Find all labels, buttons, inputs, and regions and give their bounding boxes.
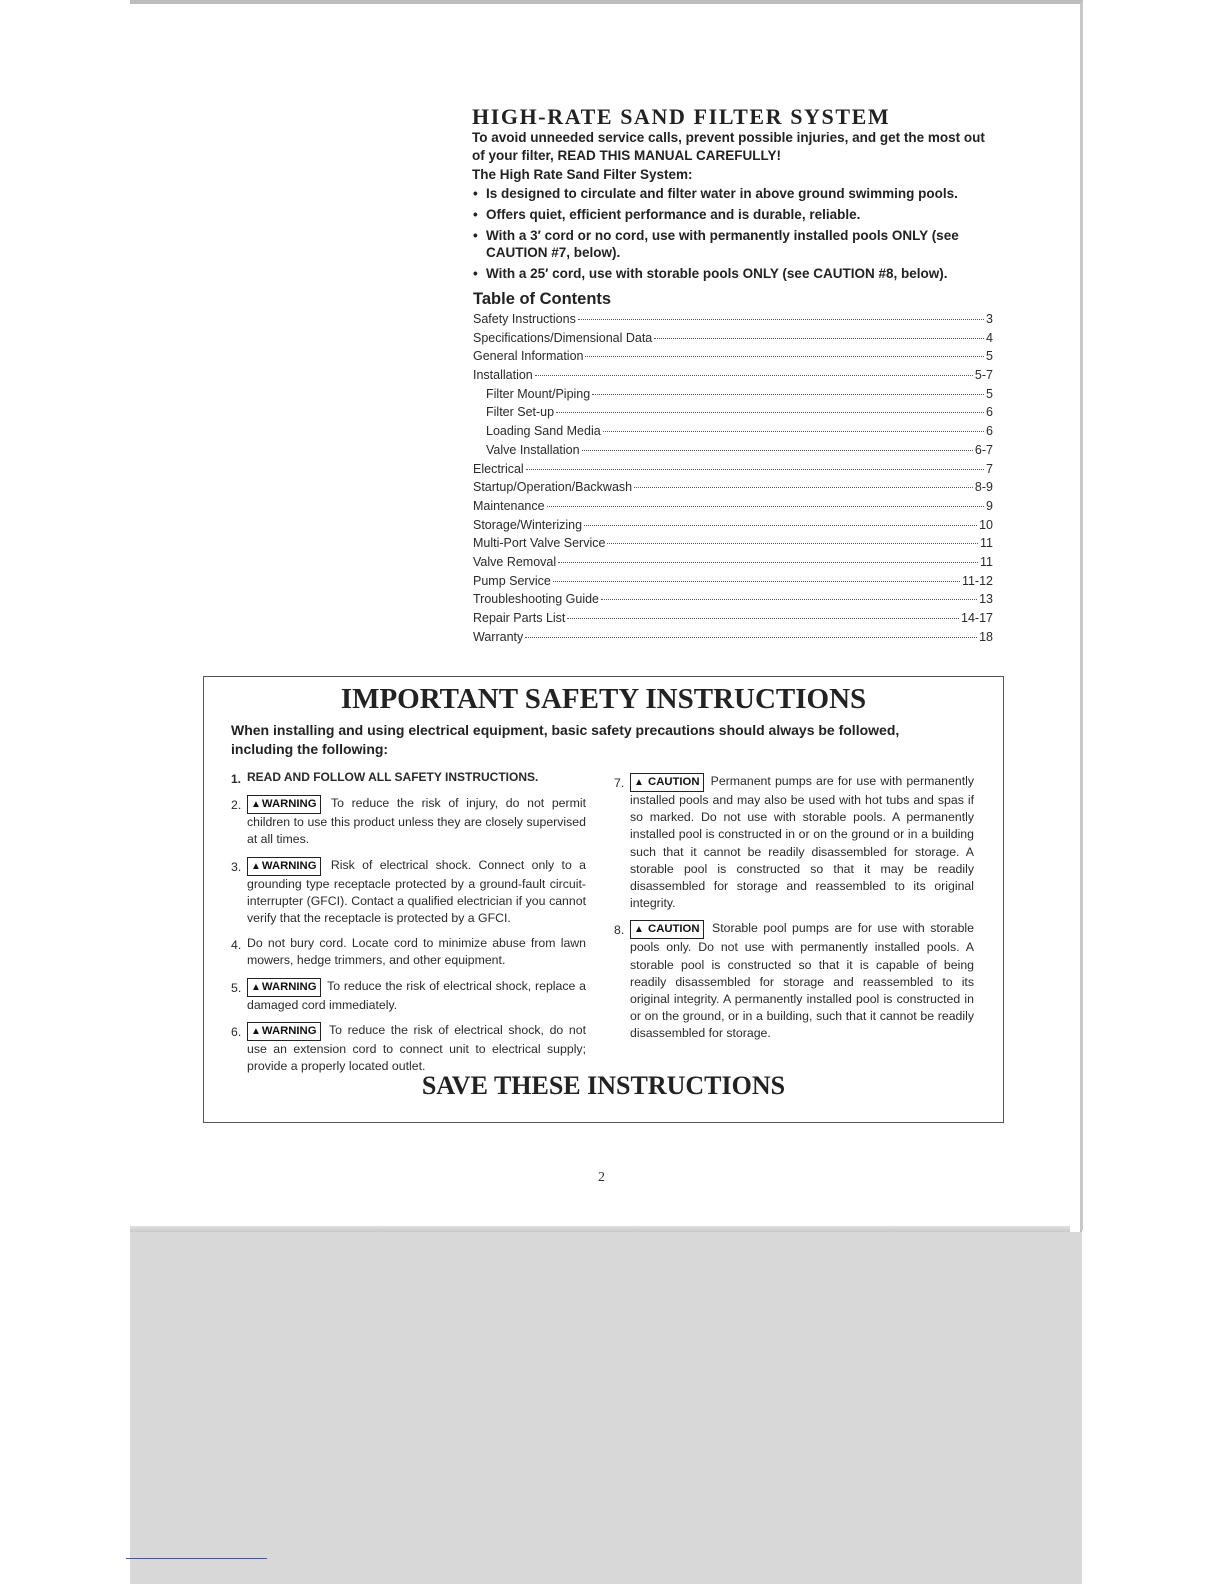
toc-entry [473, 592, 993, 611]
item-number: 7. [614, 776, 625, 790]
warning-badge [247, 857, 321, 876]
toc-leader [567, 618, 959, 619]
toc-leader [634, 487, 973, 488]
toc-label: Loading Sand Media [486, 424, 601, 439]
toc-label: Electrical [473, 461, 524, 476]
item-text: To reduce the risk of injury, do not permit children to use this product unless they are closely supervised at all times. [247, 796, 587, 847]
toc-page: 3 [986, 312, 993, 326]
item-text: Do not bury cord. Locate cord to minimize abuse from lawn mowers, hedge trimmers, and other equipment. [247, 936, 586, 968]
table-of-contents [473, 312, 993, 648]
toc-leader [535, 375, 973, 376]
toc-page: 5 [986, 349, 993, 364]
toc-leader [582, 450, 973, 451]
safety-item [614, 920, 974, 1042]
toc-label: Filter Mount/Piping [486, 386, 591, 401]
toc-entry [473, 574, 993, 593]
toc-leader [556, 412, 984, 413]
badge-label: WARNING [261, 1024, 317, 1037]
toc-page: 6-7 [974, 442, 993, 457]
feature-item: • With a 3′ cord or no cord, use with permanently installed pools ONLY (see CAUTION #7, below). [472, 227, 992, 261]
item-number: 8. [614, 923, 625, 938]
safety-title: IMPORTANT SAFETY INSTRUCTIONS [340, 683, 867, 715]
warning-badge [247, 795, 321, 814]
caution-badge [630, 773, 704, 792]
system-heading: The High Rate Sand Filter System: [472, 167, 693, 182]
item-number: 4. [231, 938, 242, 953]
safety-item [231, 769, 586, 786]
item-number: 3. [231, 859, 242, 874]
warning-badge [247, 1022, 321, 1041]
toc-leader [603, 431, 984, 432]
safety-column-left [231, 769, 586, 1083]
toc-entry [473, 536, 993, 555]
item-number: 5. [231, 980, 242, 995]
badge-label: CAUTION [648, 776, 700, 788]
toc-page: 6 [986, 424, 993, 439]
feature-list [472, 185, 992, 286]
warning-triangle-icon: ▲ [634, 777, 644, 788]
toc-entry [473, 387, 993, 406]
item-text: Storable pool pumps are for use with storable pools only. Do not use with permanently installed pools. A storable pool is constructed so that it is capable of being readily disassembled for storage and reassembled to its original integrity. A permanently installed pool is constructed in or on the ground, or in a building, such that it cannot be readily disassembled for storage. [630, 921, 974, 1041]
toc-leader [601, 599, 977, 600]
toc-entry [473, 424, 993, 443]
toc-entry [473, 462, 993, 481]
toc-entry [473, 499, 993, 518]
safety-item [614, 773, 974, 912]
toc-label: Warranty [473, 629, 524, 644]
safety-item [231, 857, 586, 928]
toc-leader [585, 356, 984, 357]
item-text: To reduce the risk of electrical shock, do not use an extension cord to connect unit to electrical supply; provide a properly located outlet. [247, 1022, 586, 1074]
toc-label: Valve Installation [486, 442, 580, 457]
intro-paragraph: To avoid unneeded service calls, prevent possible injuries, and get the most out of your filter, READ THIS MANUAL CAREFULLY! [472, 130, 985, 163]
toc-page: 6 [986, 405, 993, 420]
toc-page: 13 [979, 592, 993, 607]
toc-leader [592, 394, 984, 395]
feature-item: • Is designed to circulate and filter water in above ground swimming pools. [472, 185, 992, 202]
toc-label: Storage/Winterizing [473, 517, 583, 532]
toc-leader [584, 525, 977, 526]
document-title: HIGH-RATE SAND FILTER SYSTEM [472, 104, 891, 129]
toc-label: Maintenance [473, 498, 545, 513]
toc-leader [553, 581, 960, 582]
safety-intro: When installing and using electrical equipment, basic safety precautions should always be followed, including the following: [231, 722, 900, 757]
toc-page: 8-9 [974, 480, 993, 495]
warning-triangle-icon: ▲ [251, 799, 261, 811]
item-number: 1. [231, 772, 242, 786]
toc-leader [607, 543, 978, 544]
item-text: Permanent pumps are for use with permanently installed pools and may also be used with hot tubs and spas if so marked. Do not use with storable pools. A permanently installed pool is constructed in or on the ground or in a building such that it cannot be readily disassembled for storage. A storable pool is constructed so that it may be readily disassembled for storage and reassembled to its original integrity. [630, 774, 975, 911]
toc-label: Pump Service [473, 573, 551, 588]
feature-item: • Offers quiet, efficient performance and is durable, reliable. [472, 206, 992, 223]
safety-item [231, 978, 586, 1014]
toc-page: 18 [979, 629, 993, 644]
toc-title: Table of Contents [473, 290, 612, 308]
toc-page: 14-17 [961, 611, 993, 625]
toc-entry [473, 480, 993, 499]
toc-label: Installation [473, 368, 533, 383]
toc-label: Valve Removal [473, 554, 557, 569]
badge-label: WARNING [261, 798, 317, 811]
toc-entry [473, 405, 993, 424]
toc-page: 10 [979, 517, 993, 532]
toc-leader [558, 562, 978, 563]
toc-entry [473, 349, 993, 368]
toc-leader [547, 506, 984, 507]
toc-page: 9 [986, 498, 993, 513]
safety-item [231, 795, 586, 848]
feature-item: • With a 25′ cord, use with storable pools ONLY (see CAUTION #8, below). [472, 265, 992, 282]
toc-entry [473, 555, 993, 574]
toc-label: Specifications/Dimensional Data [473, 330, 653, 345]
toc-entry [473, 518, 993, 537]
toc-page: 11 [980, 554, 993, 569]
item-text: READ AND FOLLOW ALL SAFETY INSTRUCTIONS. [247, 770, 539, 784]
toc-entry [473, 331, 993, 350]
toc-label: Filter Set-up [486, 405, 555, 420]
toc-page: 11 [980, 536, 993, 551]
warning-badge [247, 978, 321, 997]
item-number: 6. [231, 1024, 242, 1039]
toc-label: Repair Parts List [473, 611, 566, 625]
toc-leader [578, 319, 984, 320]
toc-entry [473, 368, 993, 387]
page-number: 2 [598, 1170, 605, 1185]
save-instructions-title: SAVE THESE INSTRUCTIONS [421, 1071, 786, 1100]
toc-leader [654, 338, 984, 339]
toc-entry [473, 611, 993, 630]
toc-entry [473, 312, 993, 331]
toc-page: 5-7 [974, 368, 993, 383]
toc-label: Startup/Operation/Backwash [473, 480, 633, 495]
toc-leader [526, 469, 984, 470]
corner-link-underline [126, 1558, 267, 1559]
toc-entry [473, 443, 993, 462]
safety-item [231, 935, 586, 969]
toc-page: 11-12 [961, 573, 993, 588]
warning-triangle-icon: ▲ [251, 860, 261, 872]
toc-label: Safety Instructions [473, 312, 576, 326]
item-text: Risk of electrical shock. Connect only to a grounding type receptacle protected by a ground-fault circuit-interrupter (GFCI). Contact a qualified electrician if you cannot verify that the receptacle is protected by a GFCI. [247, 857, 586, 926]
scan-background [130, 1232, 1082, 1584]
safety-item [231, 1022, 586, 1075]
badge-label: WARNING [261, 859, 317, 872]
safety-instructions-box [203, 676, 1004, 1123]
item-text: To reduce the risk of electrical shock, replace a damaged cord immediately. [247, 978, 586, 1012]
item-number: 2. [231, 798, 242, 813]
toc-label: Troubleshooting Guide [473, 592, 600, 607]
warning-triangle-icon: ▲ [251, 1025, 261, 1037]
safety-column-right [614, 773, 974, 1051]
toc-label: General Information [473, 349, 584, 364]
warning-triangle-icon: ▲ [634, 924, 644, 936]
toc-page: 7 [986, 461, 993, 476]
toc-page: 4 [986, 330, 993, 345]
toc-entry [473, 630, 993, 649]
caution-badge [630, 920, 704, 939]
toc-page: 5 [986, 386, 993, 401]
badge-label: CAUTION [648, 923, 700, 936]
toc-label: Multi-Port Valve Service [473, 536, 606, 551]
badge-label: WARNING [261, 980, 317, 993]
toc-leader [525, 637, 977, 638]
warning-triangle-icon: ▲ [251, 981, 261, 993]
